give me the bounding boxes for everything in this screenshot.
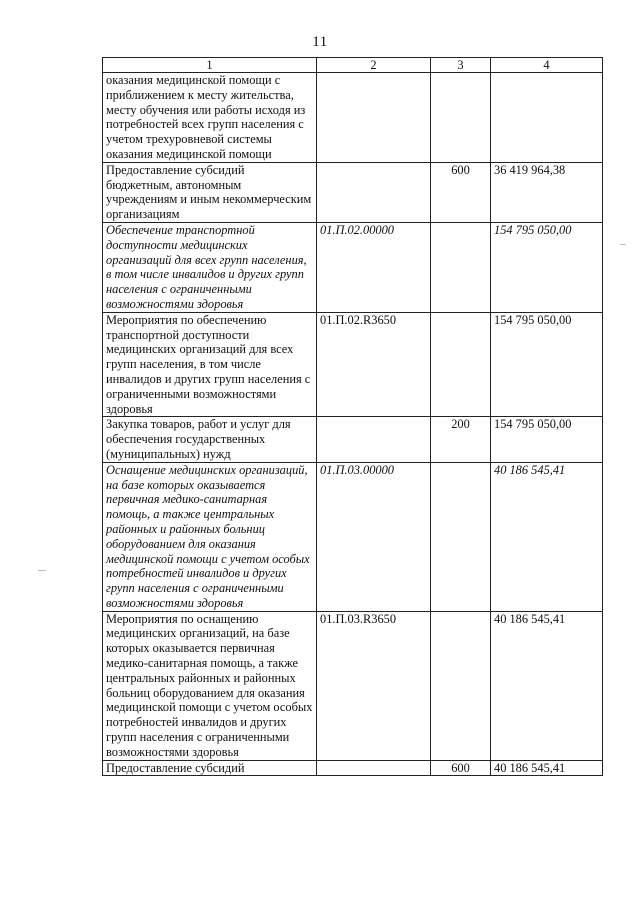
column-header-3: 3 (431, 58, 491, 73)
program-code-cell (317, 760, 431, 776)
scan-mark (620, 244, 626, 245)
expense-type-cell (431, 312, 491, 417)
expense-type-cell (431, 73, 491, 163)
amount-cell: 40 186 545,41 (491, 462, 603, 611)
table-row (103, 611, 603, 760)
table-row (103, 162, 603, 222)
table-row (103, 462, 603, 611)
table-row (103, 760, 603, 776)
table-row (103, 73, 603, 163)
expense-type-cell (431, 462, 491, 611)
column-header-4: 4 (491, 58, 603, 73)
program-code-cell (317, 73, 431, 163)
budget-table (102, 57, 603, 776)
program-code-cell (317, 417, 431, 462)
item-name-cell: оказания медицинской помощи с приближением к месту жительства, месту обучения или работы исходя из потребностей всех групп населения с учетом трехуровневой системы оказания медицинской помощи (103, 73, 317, 163)
expense-type-cell: 600 (431, 162, 491, 222)
table-row (103, 417, 603, 462)
program-code-cell: 01.П.02.R3650 (317, 312, 431, 417)
scan-mark (38, 570, 46, 571)
expense-type-cell: 600 (431, 760, 491, 776)
item-name-cell: Предоставление субсидий (103, 760, 317, 776)
amount-cell: 40 186 545,41 (491, 760, 603, 776)
amount-cell: 40 186 545,41 (491, 611, 603, 760)
item-name-cell: Оснащение медицинских организаций, на базе которых оказывается первичная медико-санитарная помощь, а также центральных районных и районных больниц оборудованием для оказания медицинской помощи с учетом особых потребностей инвалидов и других групп населения с ограниченными возможностями здоровья (103, 462, 317, 611)
amount-cell: 36 419 964,38 (491, 162, 603, 222)
item-name-cell: Мероприятия по оснащению медицинских организаций, на базе которых оказывается первичная медико-санитарная помощь, а также центральных районных и районных больниц оборудованием для оказания медицинской помощи с учетом особых потребностей инвалидов и других групп населения с ограниченными возможностями здоровья (103, 611, 317, 760)
item-name-cell: Закупка товаров, работ и услуг для обеспечения государственных (муниципальных) нужд (103, 417, 317, 462)
program-code-cell: 01.П.03.00000 (317, 462, 431, 611)
expense-type-cell: 200 (431, 417, 491, 462)
item-name-cell: Предоставление субсидий бюджетным, автономным учреждениям и иным некоммерческим организациям (103, 162, 317, 222)
column-header-1: 1 (103, 58, 317, 73)
item-name-cell: Мероприятия по обеспечению транспортной доступности медицинских организаций для всех групп населения, в том числе инвалидов и других групп населения с ограниченными возможностями здоровья (103, 312, 317, 417)
table-row (103, 222, 603, 312)
amount-cell: 154 795 050,00 (491, 312, 603, 417)
amount-cell: 154 795 050,00 (491, 222, 603, 312)
amount-cell (491, 73, 603, 163)
column-header-2: 2 (317, 58, 431, 73)
program-code-cell (317, 162, 431, 222)
program-code-cell: 01.П.03.R3650 (317, 611, 431, 760)
page-number: 11 (312, 34, 328, 50)
table-header-row (103, 58, 603, 73)
expense-type-cell (431, 222, 491, 312)
table-row (103, 312, 603, 417)
program-code-cell: 01.П.02.00000 (317, 222, 431, 312)
item-name-cell: Обеспечение транспортной доступности медицинских организаций для всех групп населения, в том числе инвалидов и других групп населения с ограниченными возможностями здоровья (103, 222, 317, 312)
amount-cell: 154 795 050,00 (491, 417, 603, 462)
expense-type-cell (431, 611, 491, 760)
